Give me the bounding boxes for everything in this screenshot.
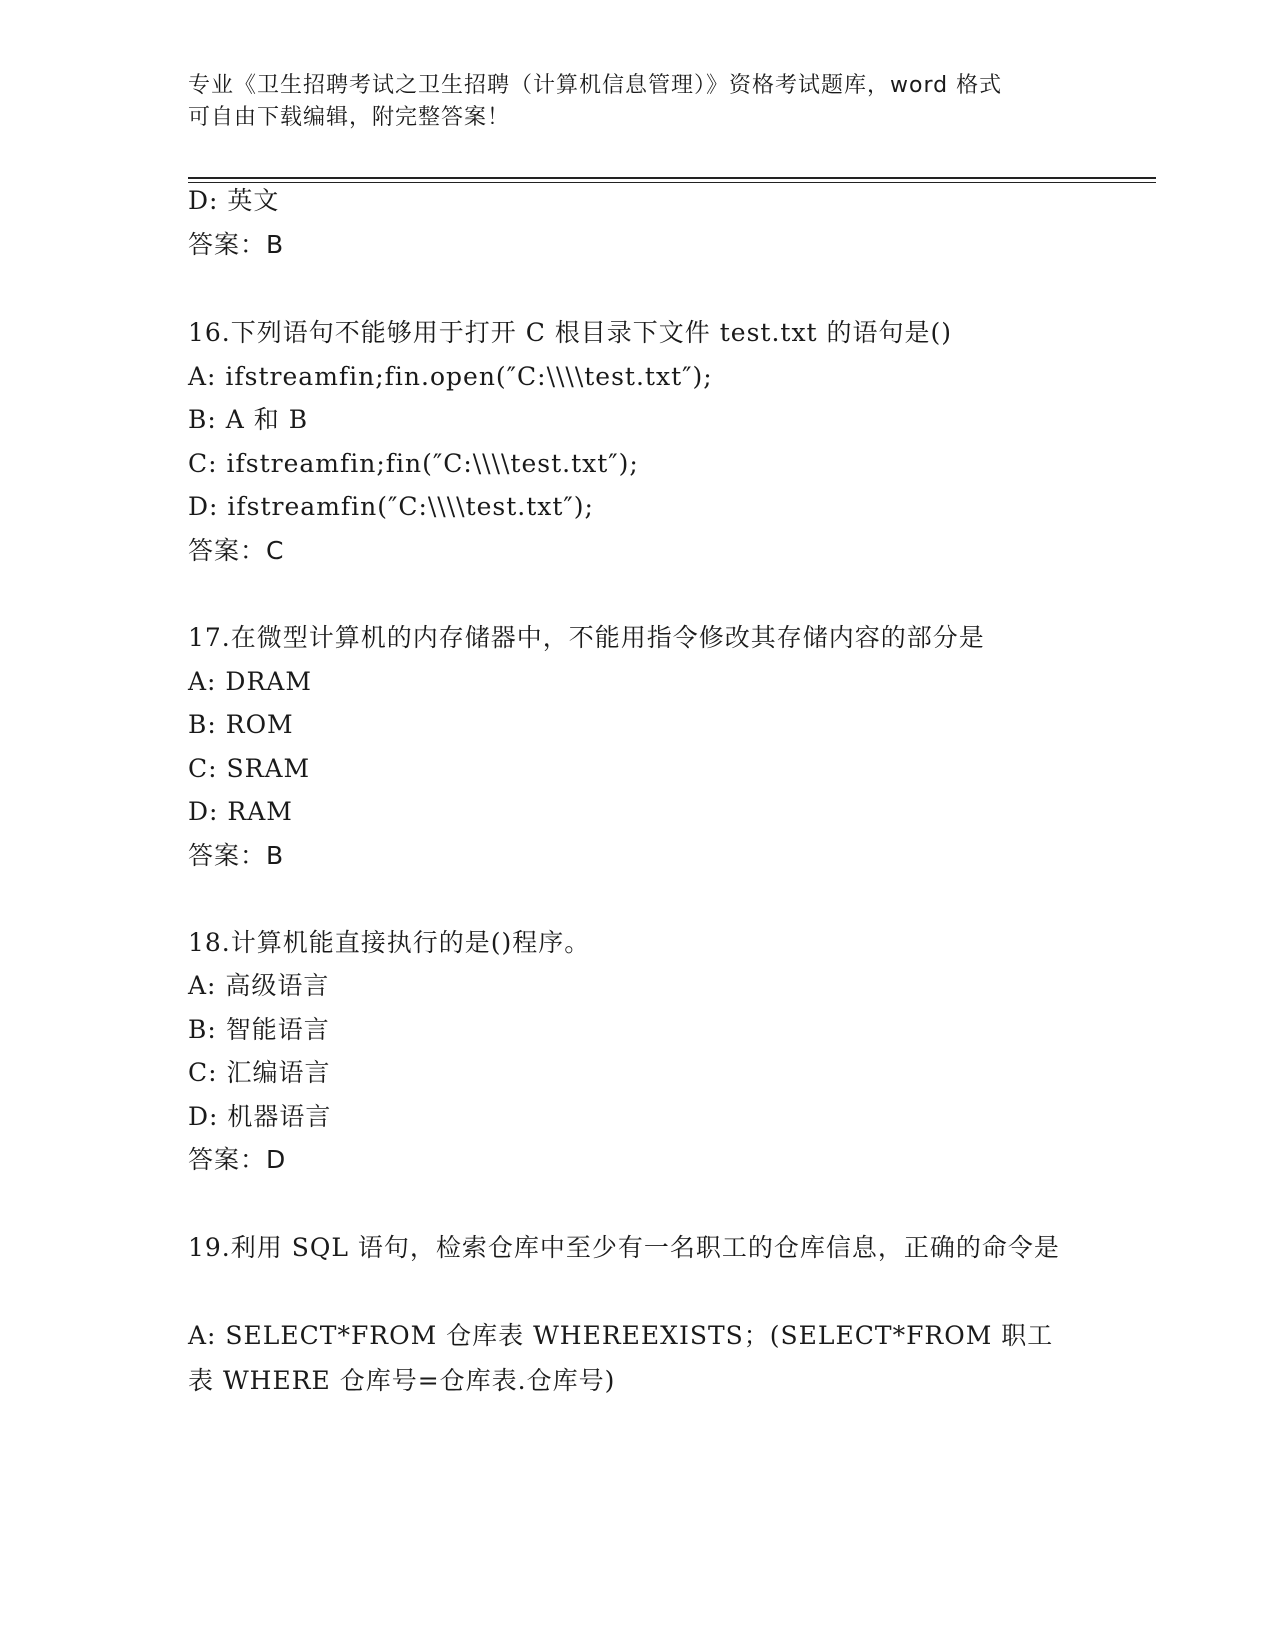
q16-option-c: C: ifstreamfin;fin(″C:\\\\test.txt″); bbox=[188, 449, 639, 478]
q18-option-b: B: 智能语言 bbox=[188, 1015, 330, 1044]
q17-question: 17.在微型计算机的内存储器中，不能用指令修改其存储内容的部分是 bbox=[188, 623, 985, 652]
q17-option-a: A: DRAM bbox=[188, 667, 312, 696]
q17-option-b: B: ROM bbox=[188, 710, 294, 739]
document-header bbox=[188, 70, 1068, 134]
q16-option-d: D: ifstreamfin(″C:\\\\test.txt″); bbox=[188, 492, 594, 521]
q17-option-c: C: SRAM bbox=[188, 754, 311, 783]
q19-question: 19.利用 SQL 语句，检索仓库中至少有一名职工的仓库信息，正确的命令是 bbox=[188, 1233, 1060, 1262]
q18-option-d: D: 机器语言 bbox=[188, 1102, 332, 1131]
q16-question: 16.下列语句不能够用于打开 C 根目录下文件 test.txt 的语句是() bbox=[188, 318, 953, 347]
header-line-1: 专业《卫生招聘考试之卫生招聘（计算机信息管理）》资格考试题库，word 格式 bbox=[188, 73, 1003, 98]
prev-answer: 答案：B bbox=[188, 230, 285, 259]
q17-option-d: D: RAM bbox=[188, 797, 293, 826]
q18-option-a: A: 高级语言 bbox=[188, 971, 330, 1000]
q19-option-a: A: SELECT*FROM 仓库表 WHEREEXISTS；(SELECT*FROM 职工表 WHERE 仓库号=仓库表.仓库号) bbox=[188, 1321, 1054, 1395]
q18-answer: 答案：D bbox=[188, 1145, 287, 1174]
q16-option-a: A: ifstreamfin;fin.open(″C:\\\\test.txt″); bbox=[188, 362, 713, 391]
q18-option-c: C: 汇编语言 bbox=[188, 1058, 331, 1087]
q18-question: 18.计算机能直接执行的是()程序。 bbox=[188, 928, 591, 957]
header-line-2: 可自由下载编辑，附完整答案！ bbox=[188, 105, 511, 130]
q17-answer: 答案：B bbox=[188, 841, 285, 870]
q16-option-b: B: A 和 B bbox=[188, 405, 309, 434]
prev-option-d: D: 英文 bbox=[188, 186, 280, 215]
header-divider bbox=[188, 177, 1156, 183]
q16-answer: 答案：C bbox=[188, 536, 285, 565]
